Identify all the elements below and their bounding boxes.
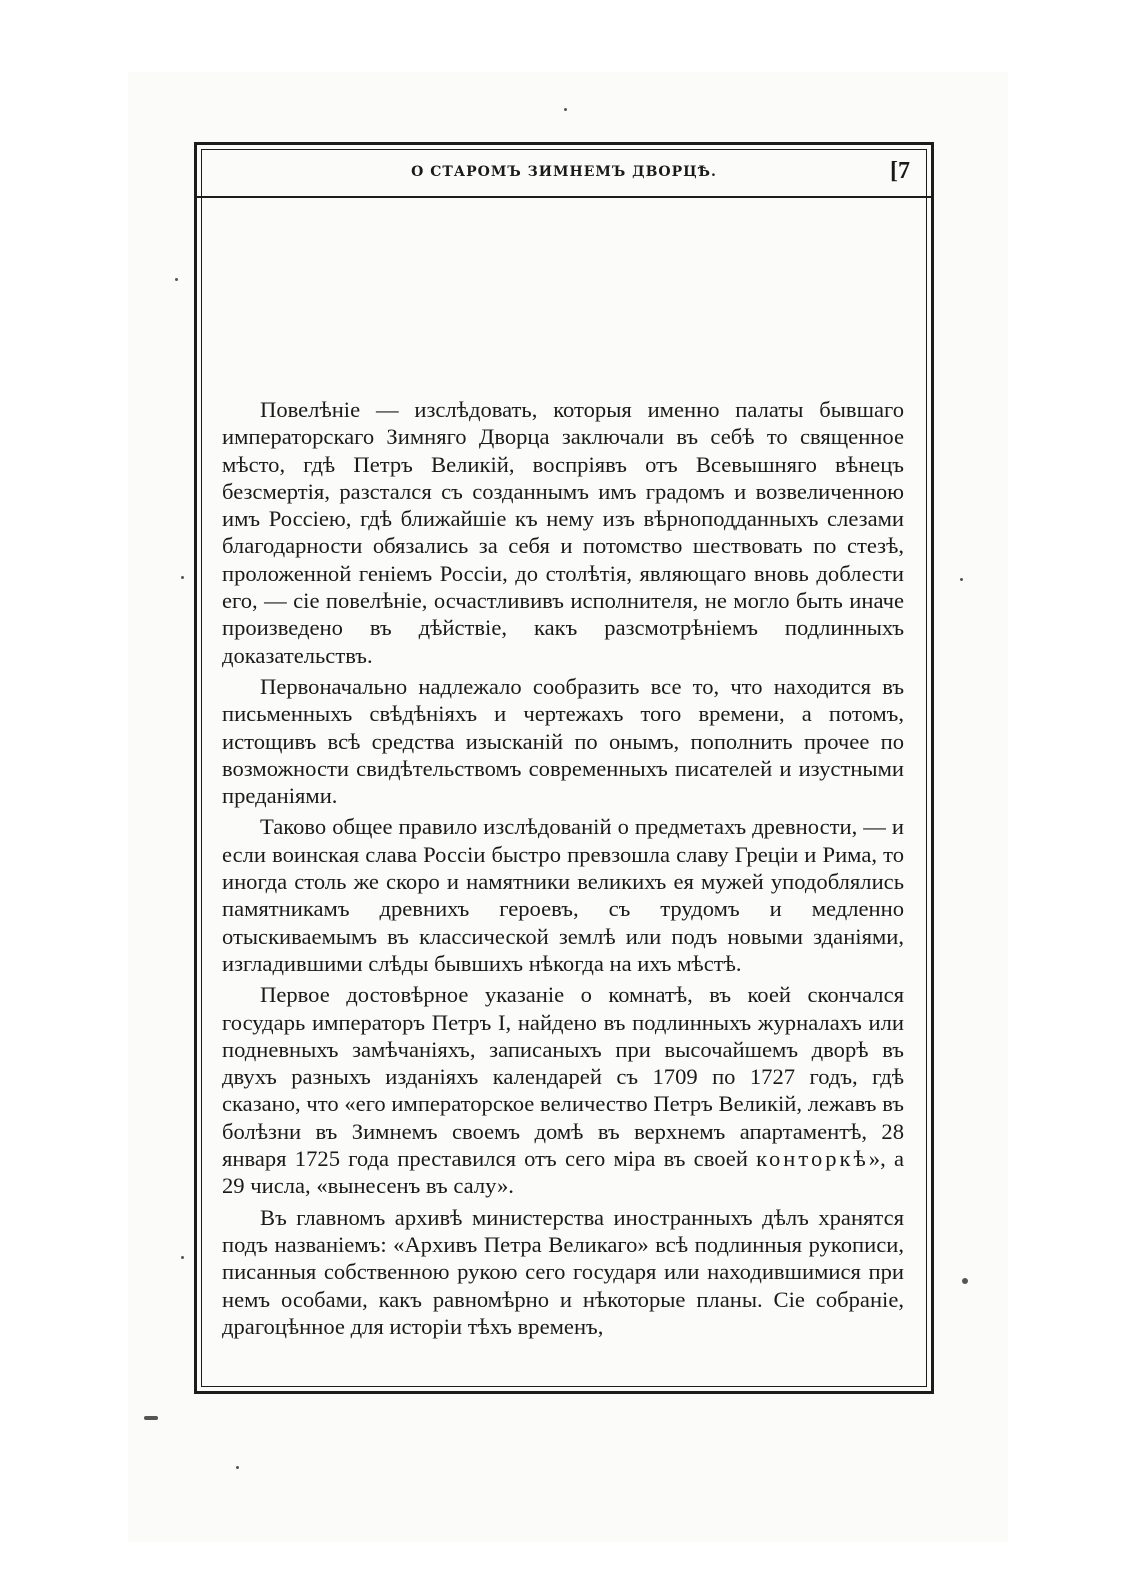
paragraph-3: Таково общее правило изслѣдованій о предметахъ древности, — и если воинская слава Россіи быстро превзошла славу Греціи и Рима, то иногда столь же скоро и намятники великихъ ея мужей уподоблялись памятникамъ древнихъ героевъ, съ трудомъ и медленно отыскиваемымъ въ классической землѣ или подъ новыми зданіями, изгладившими слѣды бывшихъ нѣкогда на ихъ мѣстѣ. <box>222 814 904 976</box>
page-number: [7 <box>890 158 910 184</box>
paragraph-4 <box>222 981 904 1199</box>
scan-speck <box>236 1466 239 1469</box>
scan-speck <box>962 1278 968 1284</box>
paragraph-4-spaced-word: конторкѣ <box>756 1146 869 1172</box>
running-head <box>200 160 928 190</box>
header-rule <box>196 196 932 198</box>
paragraph-2: Первоначально надлежало сообразить все то, что находится въ письменныхъ свѣдѣніяхъ и чертежахъ того времени, а потомъ, истощивъ всѣ средства изысканій по онымъ, пополнить прочее по возможности свидѣтельствомъ современныхъ писателей и изустными преданіями. <box>222 673 904 809</box>
paragraph-1: Повелѣніе — изслѣдовать, которыя именно палаты бывшаго императорскаго Зимняго Дворца заключали въ себѣ то священное мѣсто, гдѣ Петръ Великій, воспріявъ отъ Всевышняго вѣнецъ безсмертія, разстался съ созданнымъ имъ градомъ и возвеличенною имъ Россіею, гдѣ ближайшіе къ нему изъ вѣрноподданныхъ слезами благодарности обязались за себя и потомство шествовать по стезѣ, проложенной геніемъ Россіи, до столѣтія, являющаго вновь доблести его, — сіе повелѣніе, осчастлививъ исполнителя, не могло быть иначе произведено въ дѣйствіе, какъ разсмотрѣніемъ подлинныхъ доказательствъ. <box>222 397 904 668</box>
scan-speck <box>175 278 178 281</box>
scan-speck <box>960 578 963 581</box>
paragraph-5: Въ главномъ архивѣ министерства иностранныхъ дѣлъ хранятся подъ названіемъ: «Архивъ Петра Великаго» всѣ подлинныя рукописи, писанныя собственною рукою сего государя или находившимися при немъ особами, какъ равномѣрно и нѣкоторые планы. Сіе собраніе, драгоцѣнное для исторіи тѣхъ временъ, <box>222 1204 904 1339</box>
body-text <box>222 396 904 1344</box>
paragraph-4-after: », а 29 числа, «вынесенъ въ салу». <box>222 1146 904 1199</box>
paragraph-4-before: Первое достовѣрное указаніе о комнатѣ, въ коей скончался государь императоръ Петръ I, найдено въ подлинныхъ журналахъ или подневныхъ замѣчаніяхъ, записаныхъ при высочайшемъ дворѣ въ двухъ разныхъ изданіяхъ календарей съ 1709 по 1727 годъ, гдѣ сказано, что «его императорское величество Петръ Великій, лежавъ въ болѣзни въ Зимнемъ своемъ домѣ въ верхнемъ апартаментѣ, 28 января 1725 года преставился отъ сего міра въ своей <box>222 982 904 1172</box>
scan-speck <box>181 1256 184 1259</box>
scan-speck <box>144 1416 158 1420</box>
scan-speck <box>564 108 567 111</box>
scan-speck <box>181 576 184 579</box>
running-title: О СТАРОМЪ ЗИМНЕМЪ ДВОРЦѢ. <box>411 164 717 180</box>
